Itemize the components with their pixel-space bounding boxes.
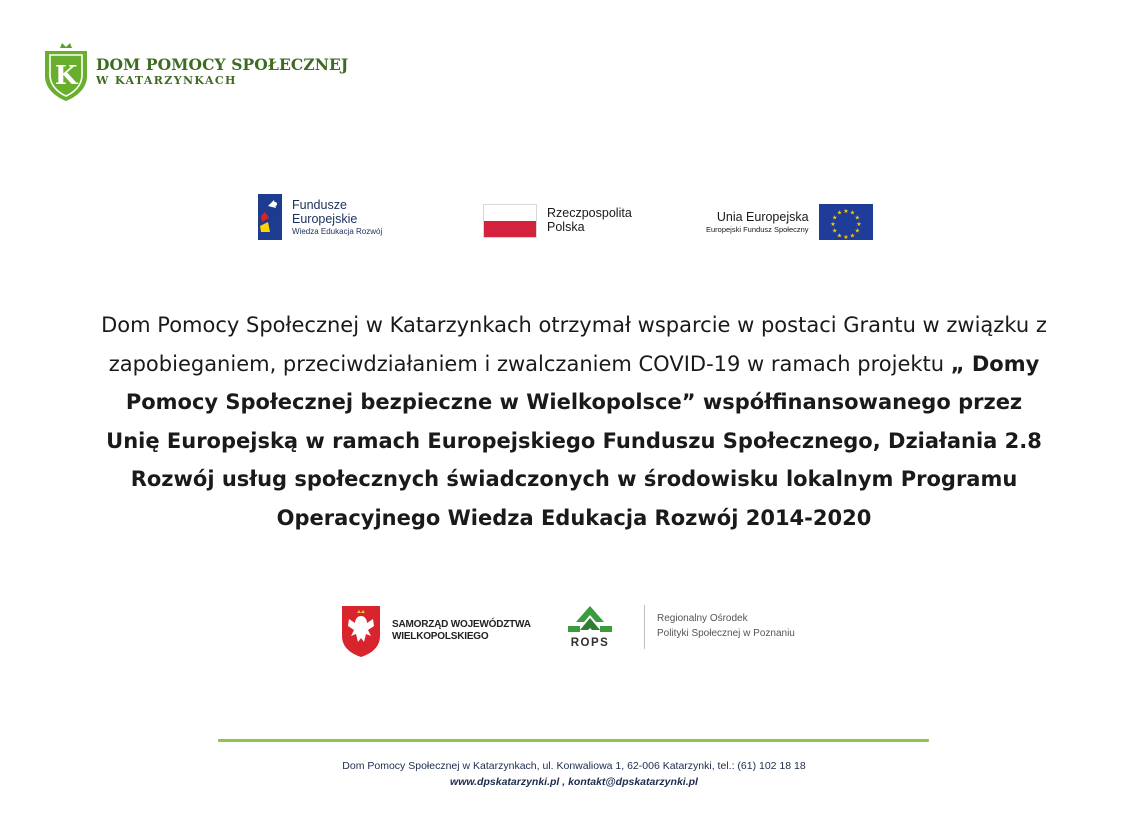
footer-contact[interactable]: www.dpskatarzynki.pl , kontakt@dpskatarzynki.pl (450, 776, 698, 788)
rops-logo (566, 604, 795, 649)
rp-line2: Polska (547, 220, 585, 234)
fundusze-europejskie-icon (256, 192, 284, 242)
svg-text:★: ★ (831, 227, 837, 235)
svg-text:★: ★ (842, 234, 849, 240)
rzeczpospolita-polska-logo (483, 204, 632, 238)
svg-text:★: ★ (854, 227, 860, 235)
svg-text:K: K (54, 61, 78, 91)
org-name-line2: W KATARZYNKACH (96, 74, 237, 88)
rops-label: ROPS (570, 637, 610, 649)
eu-flag-icon (819, 204, 873, 240)
swp-line1: SAMORZĄD WOJEWÓDZTWA (392, 618, 531, 630)
samorzad-wojewodztwa-logo (340, 604, 531, 658)
eagle-crest-icon (340, 604, 382, 658)
polish-flag-icon (483, 204, 537, 238)
fundusze-europejskie-logo (256, 192, 382, 242)
svg-text:★: ★ (836, 232, 842, 240)
org-name (96, 57, 348, 87)
svg-text:★: ★ (855, 221, 862, 228)
ue-line2: Europejski Fundusz Społeczny (706, 225, 809, 234)
fe-line1: Fundusze (292, 197, 347, 212)
grant-announcement (100, 306, 1048, 537)
rp-line1: Rzeczpospolita (547, 206, 632, 221)
svg-text:★: ★ (831, 214, 837, 222)
ue-line1: Unia Europejska (716, 210, 809, 224)
header-logo (42, 42, 348, 102)
footer-address: Dom Pomocy Społecznej w Katarzynkach, ul. Konwaliowa 1, 62-006 Katarzynki, tel.: (61) 102 18 18 (342, 760, 806, 772)
swp-line2: WIELKOPOLSKIEGO (392, 631, 489, 642)
rops-line1: Regionalny Ośrodek (657, 613, 748, 624)
svg-text:★: ★ (836, 209, 842, 217)
shield-k-icon (42, 42, 90, 102)
fe-line3: Wiedza Edukacja Rozwój (292, 226, 383, 236)
rops-arrow-icon (566, 604, 614, 636)
funding-logo-bar (0, 188, 1148, 248)
svg-text:★: ★ (849, 209, 855, 217)
svg-text:★: ★ (849, 232, 855, 240)
announcement-project: „ Domy Pomocy Społecznej bezpieczne w Wielkopolsce” współfinansowanego przez Unię Europejską w ramach Europejskiego Funduszu Społecznego, Działania 2.8 Rozwój usług społecznych świadczonych w środowisku lokalnym Programu Operacyjnego Wiedza Edukacja Rozwój 2014-2020 (106, 351, 1042, 530)
announcement-intro: Dom Pomocy Społecznej w Katarzynkach otrzymał wsparcie w postaci Grantu w związku z zapobieganiem, przeciwdziałaniem i zwalczaniem COVID-19 w ramach projektu (101, 313, 1047, 376)
svg-text:★: ★ (842, 208, 849, 215)
svg-text:★: ★ (854, 214, 860, 222)
rops-divider (644, 605, 645, 649)
svg-text:★: ★ (829, 221, 836, 228)
footer-divider (218, 739, 929, 742)
fe-line2: Europejskie (292, 211, 358, 226)
org-name-line1: DOM POMOCY SPOŁECZNEJ (96, 55, 349, 75)
rops-line2: Polityki Społecznej w Poznaniu (657, 627, 795, 639)
unia-europejska-logo (706, 204, 873, 240)
